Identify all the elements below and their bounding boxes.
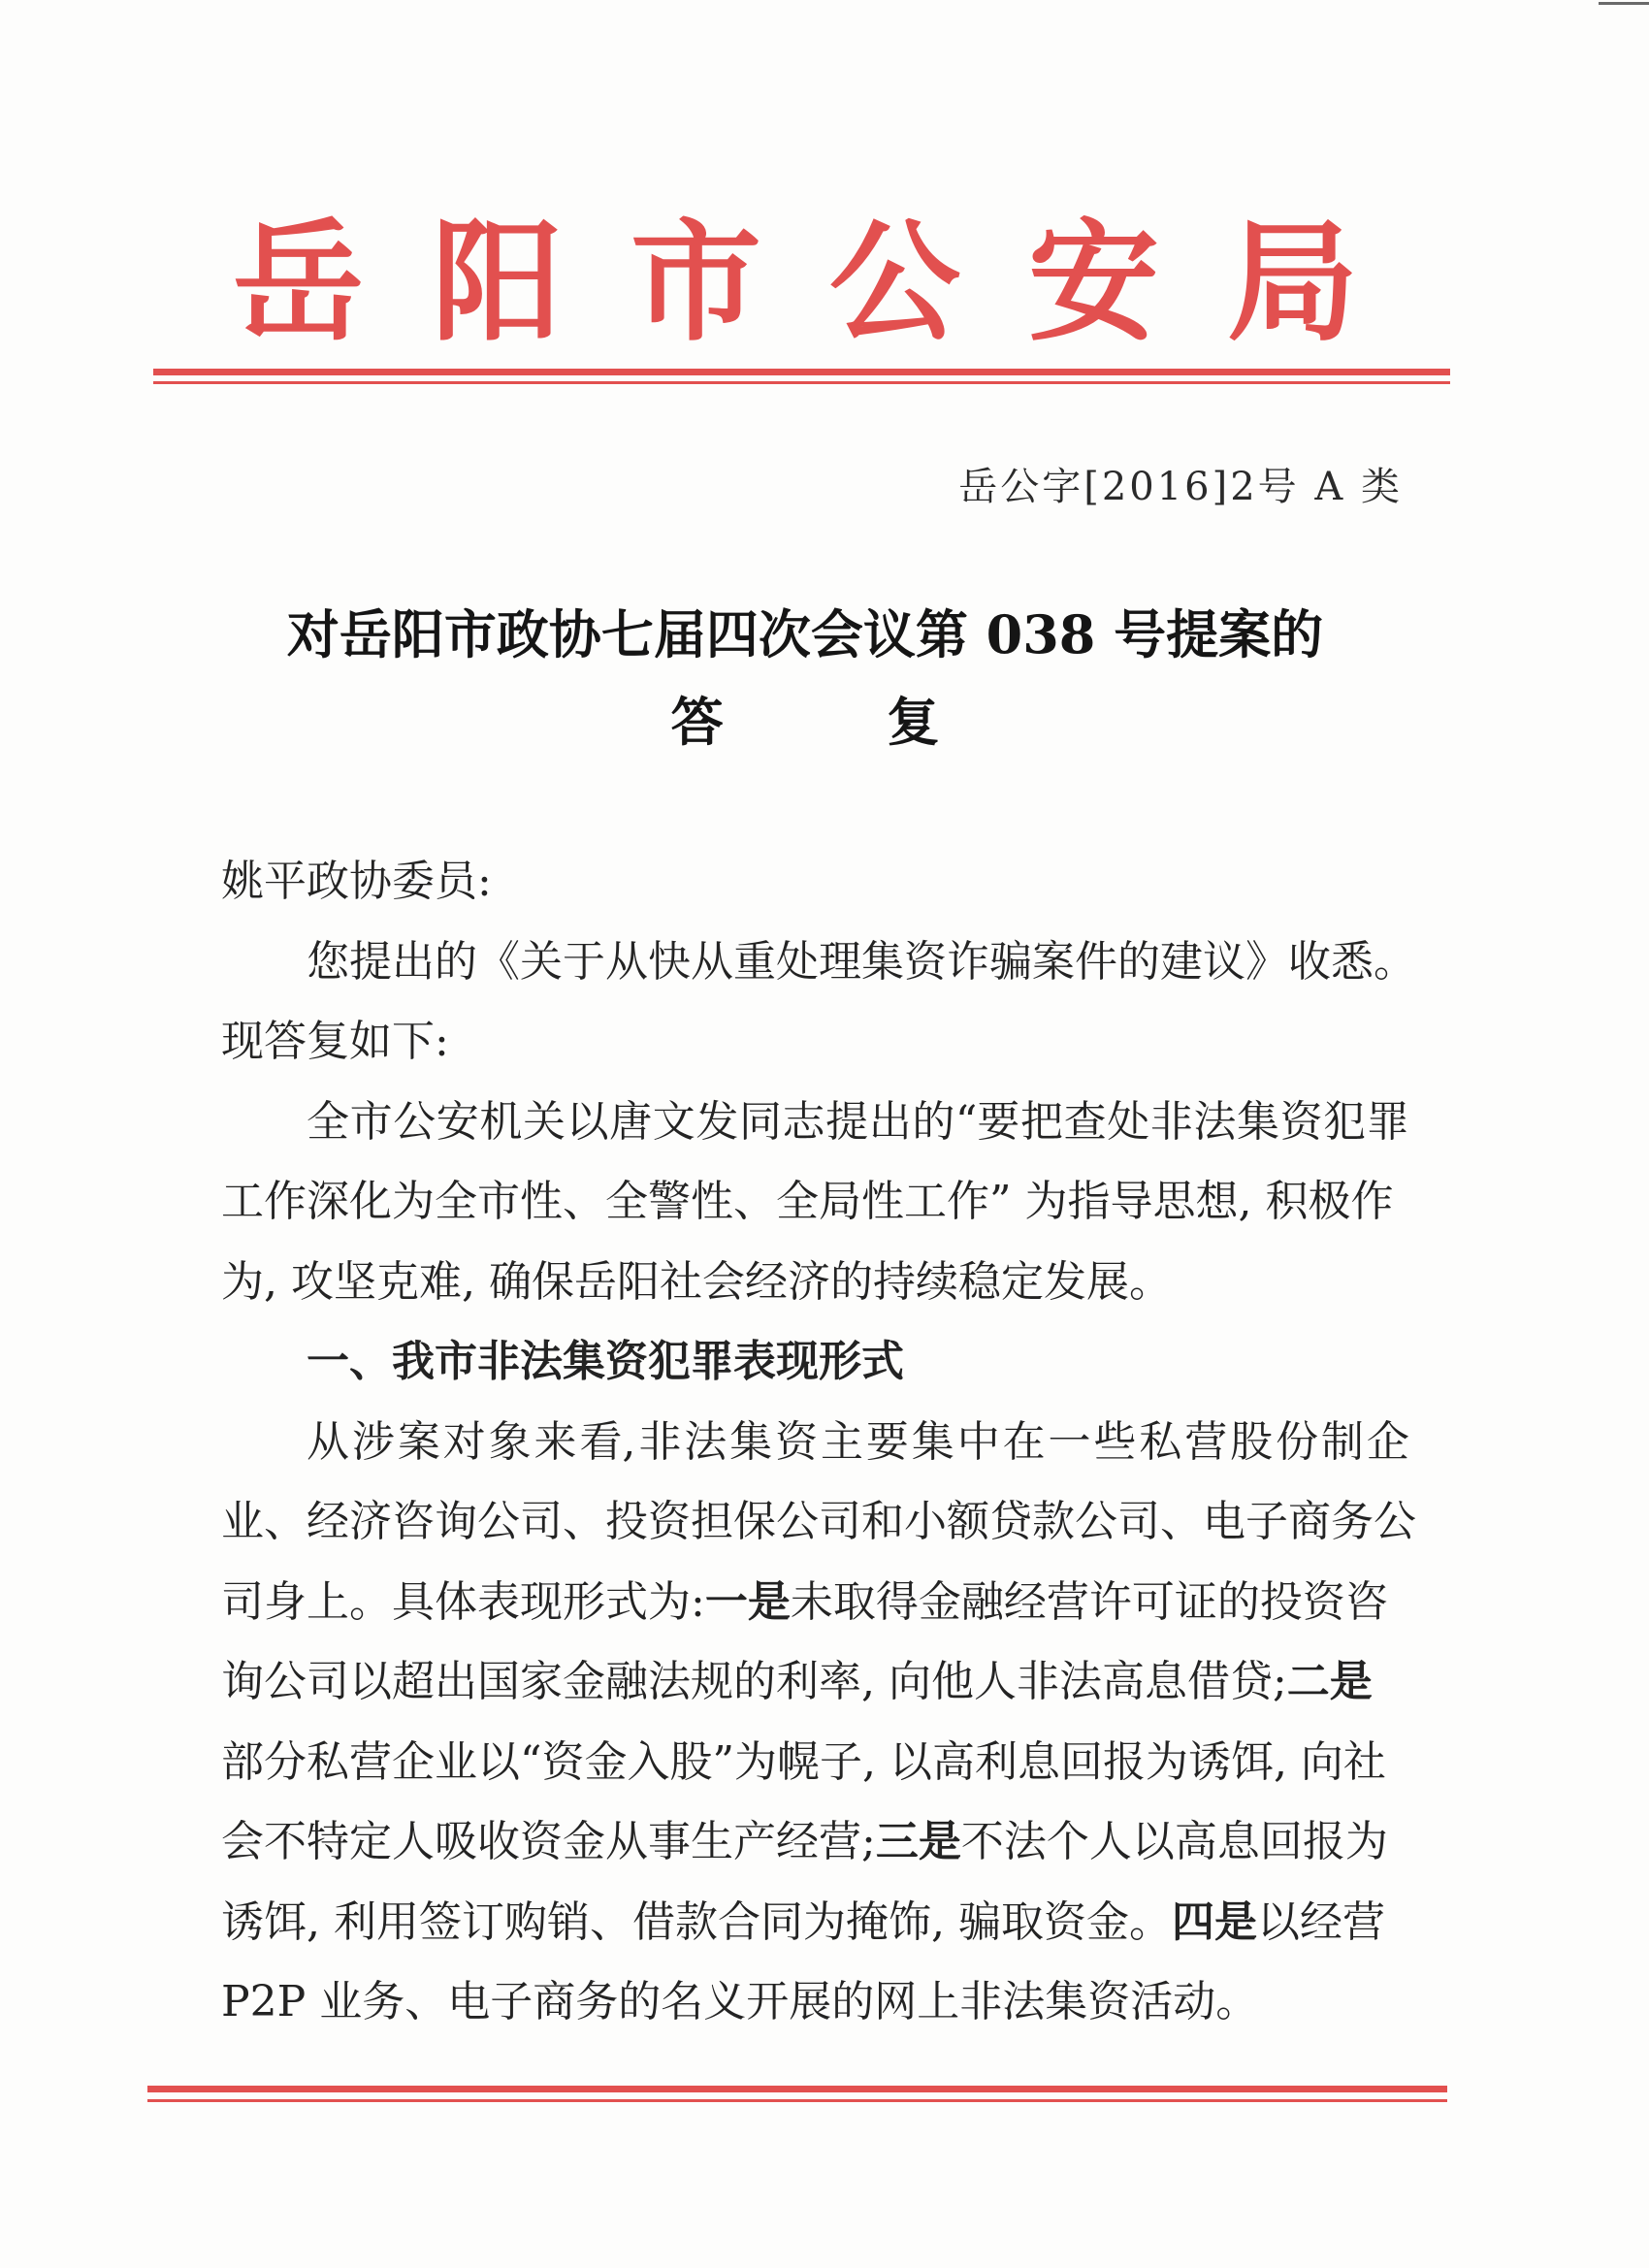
text-run: 查 <box>1063 1096 1107 1147</box>
text-run: 志 <box>782 1096 825 1147</box>
text-run: 贷 <box>989 1497 1032 1546</box>
letterhead-char: 安 <box>1028 204 1159 359</box>
paragraph-line <box>221 1482 1416 1563</box>
text-run: 制 <box>1320 1416 1364 1467</box>
text-run: 子 <box>1245 1497 1288 1546</box>
text-run: 来 <box>534 1416 577 1467</box>
text-run: 资 <box>775 1416 819 1467</box>
text-run: 非 <box>1149 1096 1193 1147</box>
text-run: 企 <box>1366 1416 1409 1467</box>
paragraph-line: 工作深化为全市性、全警性、全局性工作” 为指导思想, 积极作 <box>221 1177 1394 1226</box>
text-run: 份 <box>1276 1416 1319 1467</box>
emphasis-run: 一是 <box>704 1576 791 1627</box>
text-run: 唐 <box>609 1096 653 1147</box>
text-run: 市 <box>349 1096 393 1147</box>
text-run: 资 <box>648 1497 691 1546</box>
text-run: 小 <box>904 1497 947 1546</box>
text-run: 些 <box>1093 1416 1137 1467</box>
text-run: 公 <box>477 1497 520 1546</box>
paragraph-line <box>221 1083 1409 1163</box>
text-run: “要 <box>954 1096 1020 1147</box>
text-run: 涉 <box>351 1416 395 1467</box>
text-run: 同 <box>738 1096 782 1147</box>
document-number: 岳公字[2016]2号 A 类 <box>958 465 1403 509</box>
paragraph-line <box>221 1563 1409 1643</box>
text-run: 对 <box>442 1416 486 1467</box>
text-run: 资 <box>1279 1096 1323 1147</box>
text-run: 安 <box>436 1096 479 1147</box>
text-run: 私 <box>1139 1416 1182 1467</box>
text-run: 会不特定人吸收资金从事生产经营; <box>221 1817 876 1866</box>
emphasis-run: 三是 <box>875 1817 961 1866</box>
text-run: 看, <box>579 1416 636 1467</box>
footer-rule-thick <box>147 2086 1447 2092</box>
text-run: 司、 <box>520 1497 605 1546</box>
text-run: 公 <box>393 1096 436 1147</box>
text-run: 济 <box>349 1497 392 1546</box>
text-run: 法 <box>684 1416 728 1467</box>
text-run: 一 <box>1048 1416 1091 1467</box>
text-run: 电 <box>1203 1497 1245 1546</box>
text-run: 集 <box>1236 1096 1279 1147</box>
letterhead-char: 市 <box>630 204 761 359</box>
text-run: 司身上。具体表现形式为: <box>221 1576 705 1627</box>
text-run: 和 <box>861 1497 904 1546</box>
text-run: 以经营 <box>1256 1896 1385 1947</box>
text-run: 额 <box>947 1497 989 1546</box>
text-run: 发 <box>695 1096 739 1147</box>
text-run: 犯 <box>1323 1096 1367 1147</box>
text-run: 机 <box>479 1096 523 1147</box>
text-run: 全 <box>307 1096 349 1147</box>
footer-rule-thin <box>147 2099 1447 2102</box>
text-run: 象 <box>488 1416 532 1467</box>
header-rule-thin <box>153 381 1450 384</box>
text-run: 集 <box>729 1416 773 1467</box>
text-run: 务 <box>1331 1497 1374 1546</box>
text-run: 要 <box>865 1416 909 1467</box>
text-run: 投 <box>605 1497 648 1546</box>
text-run: 以 <box>566 1096 609 1147</box>
text-run: 非 <box>638 1416 682 1467</box>
text-run: 营 <box>1184 1416 1228 1467</box>
text-run: 主 <box>820 1416 863 1467</box>
text-run: 中 <box>956 1416 1000 1467</box>
document-body <box>221 842 1416 2043</box>
paragraph-line: 您提出的《关于从快从重处理集资诈骗案件的建议》收悉。 <box>307 936 1416 987</box>
section-heading: 一、我市非法集资犯罪表现形式 <box>307 1337 904 1386</box>
text-run: 担 <box>691 1497 733 1546</box>
text-run: 业、 <box>221 1497 307 1546</box>
text-run: 保 <box>733 1497 776 1546</box>
text-run: 法 <box>1193 1096 1237 1147</box>
text-run: 出 <box>868 1096 912 1147</box>
text-run: 关 <box>522 1096 566 1147</box>
text-run: 从 <box>307 1416 349 1467</box>
text-run: 处 <box>1107 1096 1150 1147</box>
text-run: 的 <box>912 1096 955 1147</box>
text-run: 询公司以超出国家金融法规的利率, 向他人非法高息借贷; <box>221 1657 1287 1706</box>
letterhead-char: 阳 <box>432 204 563 359</box>
reply-title: 对岳阳市政协七届四次会议第 038 号提案的 <box>286 603 1324 665</box>
emphasis-run: 二是 <box>1286 1657 1373 1706</box>
text-run: 罪 <box>1366 1096 1409 1147</box>
text-run: 诱饵, 利用签订购销、借款合同为掩饰, 骗取资金。 <box>221 1896 1172 1947</box>
text-run: 询 <box>435 1497 477 1546</box>
text-run: 提 <box>825 1096 869 1147</box>
agency-letterhead <box>146 199 1465 364</box>
text-run: 公 <box>1374 1497 1416 1546</box>
text-run: 司、 <box>1117 1497 1203 1546</box>
text-run: 案 <box>397 1416 440 1467</box>
paragraph-line <box>221 1802 1409 1883</box>
letterhead-char: 局 <box>1227 204 1358 359</box>
text-run: 文 <box>652 1096 695 1147</box>
text-run: 经 <box>307 1497 349 1546</box>
text-run: 未取得金融经营许可证的投资咨 <box>790 1576 1388 1627</box>
paragraph-line <box>221 1403 1409 1483</box>
paragraph-line: 为, 攻坚克难, 确保岳阳社会经济的持续稳定发展。 <box>221 1256 1172 1307</box>
letterhead-char: 公 <box>829 204 960 359</box>
text-run: 咨 <box>392 1497 435 1546</box>
text-run: 不法个人以高息回报为 <box>960 1817 1388 1866</box>
text-run: 商 <box>1288 1497 1331 1546</box>
paragraph-line: P2P 业务、电子商务的名义开展的网上非法集资活动。 <box>221 1977 1259 2026</box>
text-run: 款 <box>1032 1497 1075 1546</box>
paragraph-line: 现答复如下: <box>221 1017 449 1066</box>
header-rule-thick <box>153 369 1450 375</box>
letterhead-char: 岳 <box>233 204 364 359</box>
text-run: 在 <box>1002 1416 1046 1467</box>
salutation: 姚平政协委员: <box>221 857 492 906</box>
paragraph-line: 部分私营企业以“资金入股”为幌子, 以高利息回报为诱饵, 向社 <box>221 1736 1386 1787</box>
scan-edge-mark <box>1599 2 1649 5</box>
paragraph-line <box>221 1642 1409 1723</box>
text-run: 股 <box>1230 1416 1274 1467</box>
reply-title-line2: 答 复 <box>670 691 940 753</box>
text-run: 司 <box>819 1497 861 1546</box>
emphasis-run: 四是 <box>1171 1896 1257 1947</box>
text-run: 把 <box>1020 1096 1063 1147</box>
text-run: 公 <box>776 1497 819 1546</box>
paragraph-line <box>221 1883 1409 1963</box>
text-run: 公 <box>1075 1497 1117 1546</box>
text-run: 集 <box>911 1416 954 1467</box>
